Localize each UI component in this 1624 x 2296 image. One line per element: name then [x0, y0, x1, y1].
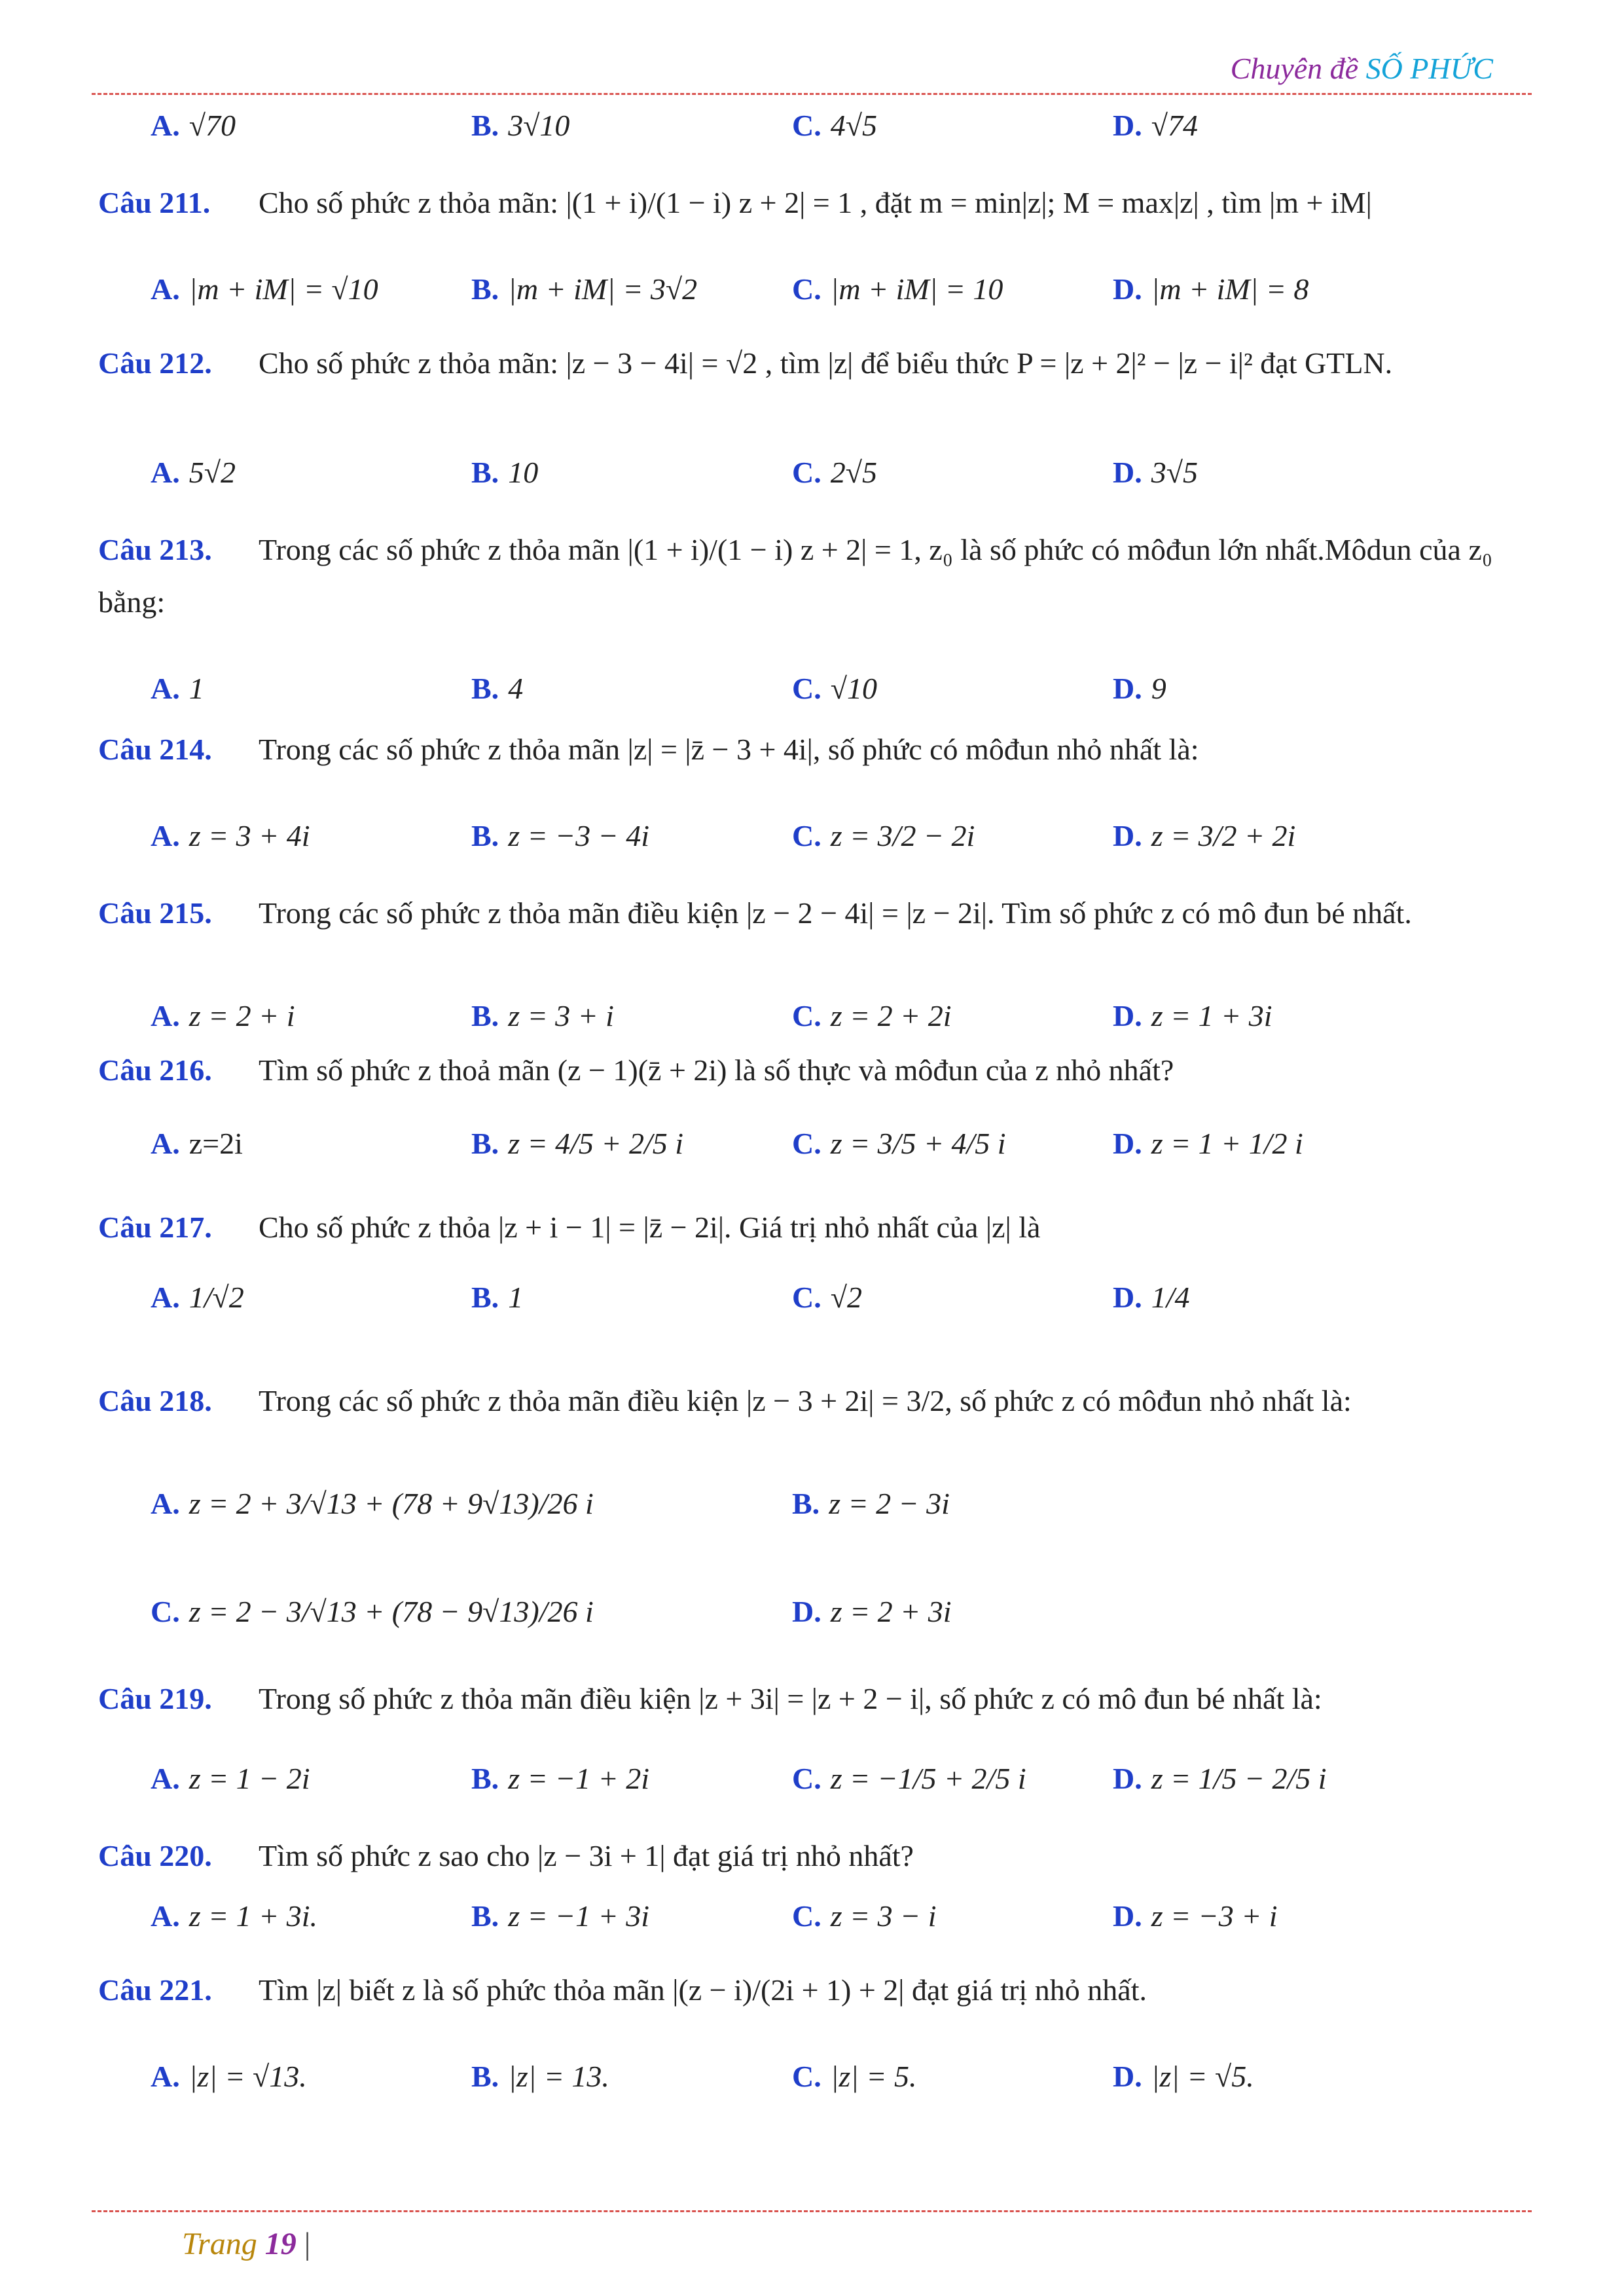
- option-c: C. |m + iM| = 10: [792, 272, 1003, 306]
- question-218: [98, 1375, 1538, 1427]
- option-a: A. 1/√2: [151, 1281, 244, 1314]
- option-c: C. √10: [792, 672, 877, 705]
- option-a: A. z = 3 + 4i: [151, 819, 310, 852]
- question-label: Câu 212.: [98, 346, 212, 380]
- option-a: A. √70: [151, 109, 236, 142]
- question-label: Câu 219.: [98, 1682, 212, 1715]
- question-label: Câu 211.: [98, 186, 211, 219]
- header-title: [1231, 51, 1493, 86]
- question-text: Trong các số phức z thỏa mãn điều kiện |z − 2 − 4i| = |z − 2i|. Tìm số phức z có mô đun bé nhất.: [259, 896, 1412, 930]
- option-d: D. z = 2 + 3i: [792, 1595, 952, 1628]
- question-text: Trong các số phức z thỏa mãn |z| = |z̄ − 3 + 4i|, số phức có môđun nhỏ nhất là:: [259, 733, 1199, 766]
- question-text: Trong số phức z thỏa mãn điều kiện |z + 3i| = |z + 2 − i|, số phức z có mô đun bé nhất là:: [259, 1682, 1322, 1715]
- header-divider: [92, 93, 1532, 95]
- footer-separator: |: [304, 2227, 311, 2261]
- question-214: [98, 723, 1538, 776]
- question-text: Tìm |z| biết z là số phức thỏa mãn |(z − i)/(2i + 1) + 2| đạt giá trị nhỏ nhất.: [259, 1973, 1147, 2007]
- option-a: A. |z| = √13.: [151, 2060, 307, 2093]
- header-topic: SỐ PHỨC: [1365, 52, 1493, 85]
- option-a: A. z = 2 + i: [151, 999, 295, 1032]
- option-b: B. 4: [471, 672, 524, 705]
- question-label: Câu 213.: [98, 533, 212, 566]
- question-215: [98, 887, 1538, 939]
- header-prefix: Chuyên đề: [1230, 52, 1366, 85]
- option-c: C. z = −1/5 + 2/5 i: [792, 1762, 1026, 1795]
- option-d: D. 3√5: [1113, 456, 1198, 489]
- option-c: C. z = 3/2 − 2i: [792, 819, 975, 852]
- question-label: Câu 221.: [98, 1973, 212, 2007]
- option-b: B. z = 2 − 3i: [792, 1487, 950, 1520]
- option-c: C. |z| = 5.: [792, 2060, 917, 2093]
- option-d: D. z = 1/5 − 2/5 i: [1113, 1762, 1327, 1795]
- option-b: B. z = 4/5 + 2/5 i: [471, 1127, 684, 1160]
- option-a: A. 1: [151, 672, 204, 705]
- question-212: [98, 337, 1538, 390]
- option-b: B. |m + iM| = 3√2: [471, 272, 698, 306]
- question-label: Câu 216.: [98, 1053, 212, 1087]
- question-221: [98, 1964, 1538, 2016]
- question-217: [98, 1201, 1538, 1254]
- footer-label: Trang: [182, 2227, 265, 2261]
- question-211: [98, 177, 1538, 229]
- option-c: C. 4√5: [792, 109, 877, 142]
- option-c: C. z = 3 − i: [792, 1899, 937, 1933]
- option-d: D. z = 1 + 3i: [1113, 999, 1272, 1032]
- option-d: D. 1/4: [1113, 1281, 1190, 1314]
- option-d: D. 9: [1113, 672, 1166, 705]
- option-a: A. z = 1 + 3i.: [151, 1899, 317, 1933]
- question-220: [98, 1830, 1538, 1882]
- question-text: Trong các số phức z thỏa mãn điều kiện |z − 3 + 2i| = 3/2, số phức z có môđun nhỏ nhất là:: [259, 1384, 1352, 1417]
- option-a: A. z=2i: [151, 1127, 243, 1160]
- option-b: B. 10: [471, 456, 539, 489]
- option-b: B. 3√10: [471, 109, 570, 142]
- option-b: B. z = −1 + 3i: [471, 1899, 649, 1933]
- question-text: Cho số phức z thỏa mãn: |(1 + i)/(1 − i) z + 2| = 1 , đặt m = min|z|; M = max|z| , tìm |m + iM|: [259, 186, 1372, 219]
- option-d: D. √74: [1113, 109, 1198, 142]
- option-d: D. |m + iM| = 8: [1113, 272, 1309, 306]
- question-text: Tìm số phức z sao cho |z − 3i + 1| đạt giá trị nhỏ nhất?: [259, 1839, 914, 1872]
- option-d: D. |z| = √5.: [1113, 2060, 1254, 2093]
- question-text: Cho số phức z thỏa |z + i − 1| = |z̄ − 2i|. Giá trị nhỏ nhất của |z| là: [259, 1211, 1041, 1244]
- question-216: [98, 1044, 1538, 1097]
- option-a: A. z = 1 − 2i: [151, 1762, 310, 1795]
- question-text: Tìm số phức z thoả mãn (z − 1)(z̄ + 2i) là số thực và môđun của z nhỏ nhất?: [259, 1053, 1174, 1087]
- option-d: D. z = 1 + 1/2 i: [1113, 1127, 1303, 1160]
- question-label: Câu 214.: [98, 733, 212, 766]
- option-b: B. 1: [471, 1281, 524, 1314]
- option-d: D. z = 3/2 + 2i: [1113, 819, 1296, 852]
- page-number: 19: [264, 2227, 297, 2261]
- option-c: C. √2: [792, 1281, 862, 1314]
- footer-divider: [92, 2210, 1532, 2212]
- option-b: B. z = −1 + 2i: [471, 1762, 649, 1795]
- option-c: C. z = 3/5 + 4/5 i: [792, 1127, 1006, 1160]
- question-219: [98, 1673, 1538, 1725]
- question-label: Câu 220.: [98, 1839, 212, 1872]
- option-c: C. 2√5: [792, 456, 877, 489]
- option-b: B. z = −3 − 4i: [471, 819, 649, 852]
- option-c: C. z = 2 − 3/√13 + (78 − 9√13)/26 i: [151, 1595, 594, 1628]
- option-a: A. |m + iM| = √10: [151, 272, 378, 306]
- option-b: B. |z| = 13.: [471, 2060, 609, 2093]
- option-a: A. 5√2: [151, 456, 236, 489]
- question-text: Cho số phức z thỏa mãn: |z − 3 − 4i| = √2 , tìm |z| để biểu thức P = |z + 2|² − |z − i|² đạt GTLN.: [259, 346, 1393, 380]
- question-label: Câu 218.: [98, 1384, 212, 1417]
- question-label: Câu 217.: [98, 1211, 212, 1244]
- option-d: D. z = −3 + i: [1113, 1899, 1278, 1933]
- question-label: Câu 215.: [98, 896, 212, 930]
- question-213: [98, 524, 1538, 629]
- option-a: A. z = 2 + 3/√13 + (78 + 9√13)/26 i: [151, 1487, 594, 1520]
- option-c: C. z = 2 + 2i: [792, 999, 952, 1032]
- question-text: Trong các số phức z thỏa mãn |(1 + i)/(1 − i) z + 2| = 1, z₀ là số phức có môđun lớn nhất.Môdun của z₀ bằng:: [98, 533, 1492, 619]
- page-footer: [182, 2226, 310, 2262]
- option-b: B. z = 3 + i: [471, 999, 614, 1032]
